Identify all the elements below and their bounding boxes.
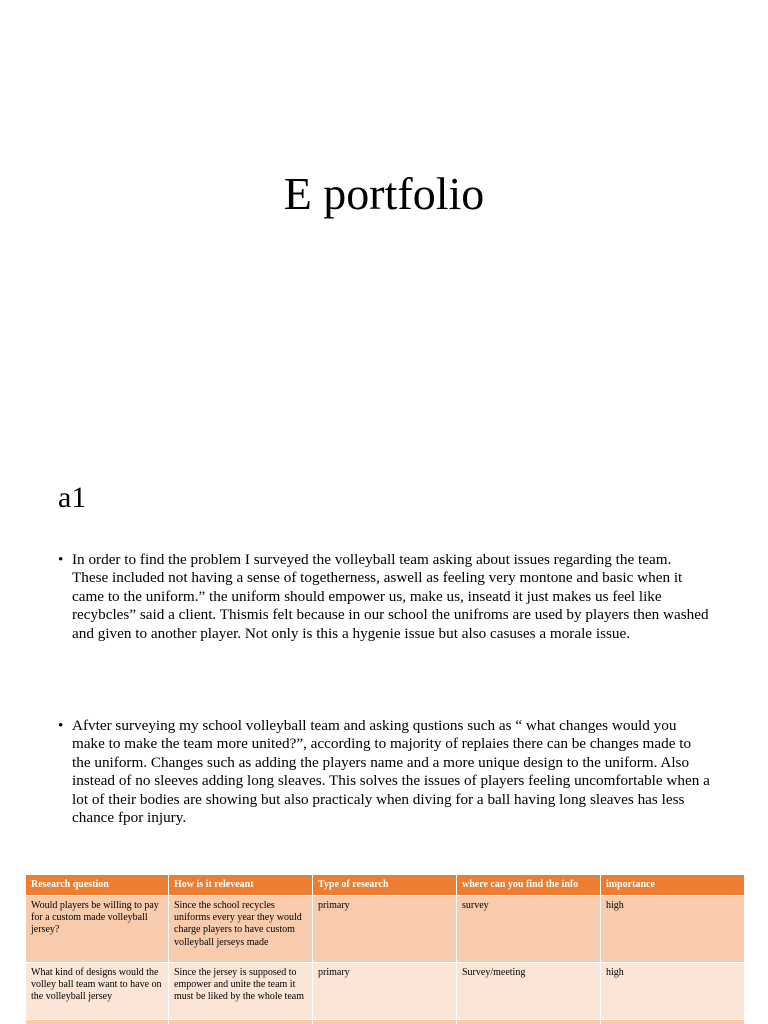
section-heading: a1 — [58, 481, 87, 514]
slide-title: E portfolio — [283, 168, 485, 219]
bullet-text: Afvter surveying my school volleyball team and asking qustions such as “ what changes would you make to make the team more united?”, according to majority of replaies there can be changes made to the uniform. Changes such as adding the players name and a more unique design to the uniform. Also instead of no sleeves adding long sleaves. This solves the issues of players feeling uncomfortable when a lot of their bodies are showing but also practicaly when diving for a ball having long sleaves has less chance fpor injury. — [72, 717, 710, 827]
table-cell: What kind of designs would the volley ball team want to have on the volleyball jersey — [26, 963, 169, 1020]
column-header: importance — [601, 875, 745, 896]
table-row-cut-off — [26, 1020, 745, 1024]
column-header: Research question — [26, 875, 169, 896]
bullet-item-problem — [58, 551, 710, 643]
bullet-icon: • — [58, 551, 64, 568]
table-header-row — [26, 875, 745, 896]
column-header: How is it releveant — [169, 875, 313, 896]
table-cell: primary — [313, 896, 457, 963]
column-header: Type of research — [313, 875, 457, 896]
table-row — [26, 963, 745, 1020]
table-cell: primary — [313, 963, 457, 1020]
bullet-list-problem — [58, 551, 710, 643]
table-cell: survey — [457, 896, 601, 963]
table-cell: Would players be willing to pay for a custom made volleyball jersey? — [26, 896, 169, 963]
table-cell: Since the jersey is supposed to empower and unite the team it must be liked by the whole team — [169, 963, 313, 1020]
research-table — [25, 874, 745, 1024]
table-cell: high — [601, 896, 745, 963]
bullet-text: In order to find the problem I surveyed the volleyball team asking about issues regarding the team. These included not having a sense of togetherness, aswell as feeling very montone and basic when it came to the uniform.” the uniform should empower us, make us, inseatd it just makes us feel like recybcles” said a client. Thismis felt because in our school the unifroms are used by players then washed and given to another player. Not only is this a hygenie issue but also casuses a morale issue. — [72, 551, 709, 642]
column-header: where can you find the info — [457, 875, 601, 896]
bullet-list-survey — [58, 717, 710, 827]
table-row — [26, 896, 745, 963]
table-cell: Since the school recycles uniforms every year they would charge players to have custom volleyball jerseys made — [169, 896, 313, 963]
table-cell: high — [601, 963, 745, 1020]
table-cell: Survey/meeting — [457, 963, 601, 1020]
bullet-item-survey — [58, 717, 710, 827]
bullet-icon: • — [58, 717, 64, 734]
